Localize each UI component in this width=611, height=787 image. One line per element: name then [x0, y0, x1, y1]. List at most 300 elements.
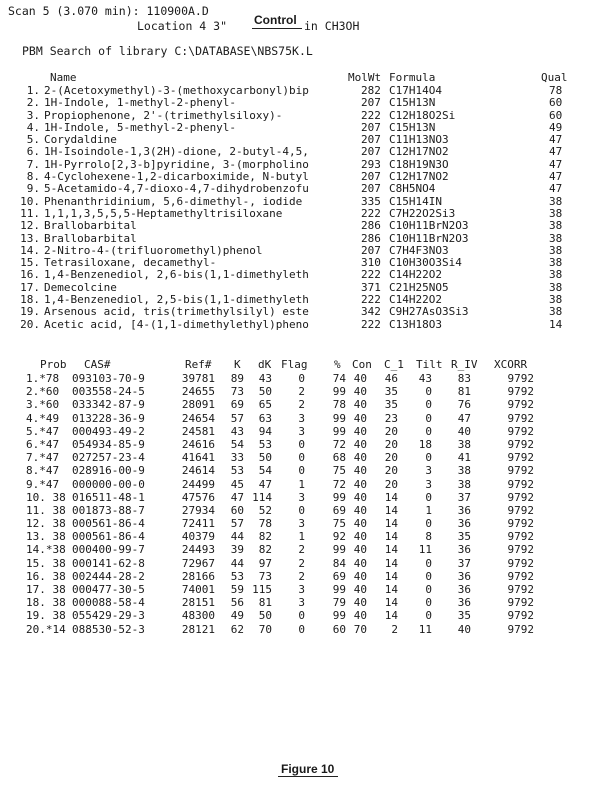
hit-row-tilt: 0 — [425, 385, 432, 399]
library-row-formula: C10H30O3Si4 — [389, 256, 462, 270]
library-row-molwt: 207 — [361, 243, 381, 257]
hit-row-cas: 088530-52-3 — [72, 622, 145, 636]
library-row-formula: C15H14IN — [389, 194, 442, 208]
hit-row-k: 57 — [230, 517, 244, 531]
hit-row-k: 33 — [230, 451, 244, 465]
hit-row-riv: 38 — [457, 437, 471, 451]
hit-row-tilt: 0 — [425, 451, 432, 465]
library-row-molwt: 371 — [361, 280, 381, 294]
hit-row-prob: 10. 38 — [26, 490, 66, 504]
hit-row-con: 40 — [353, 464, 367, 478]
hit-row-prob: 3.*60 — [26, 398, 60, 412]
hit-row-pct: 99 — [332, 490, 346, 504]
hit-row-cas: 093103-70-9 — [72, 372, 145, 385]
library-row-name: 2-(Acetoxymethyl)-3-(methoxycarbonyl)bip — [44, 84, 309, 97]
hit-row-k: 44 — [230, 530, 244, 544]
library-row — [0, 84, 611, 96]
library-row-qual: 38 — [549, 280, 563, 294]
hit-row-cas: 001873-88-7 — [72, 503, 145, 517]
hit-row — [0, 451, 611, 464]
hit-row-c1: 20 — [384, 451, 398, 465]
hit-row-cas: 002444-28-2 — [72, 569, 145, 583]
library-row-number: 18. — [20, 293, 40, 307]
hits-detail-table — [0, 372, 611, 636]
hit-row-c1: 14 — [384, 556, 398, 570]
hit-row-tilt: 0 — [425, 609, 432, 623]
hit-row-k: 53 — [230, 464, 244, 478]
hit-row-prob: 14.*38 — [26, 543, 66, 557]
hit-row-prob: 8.*47 — [26, 464, 60, 478]
hit-row-pct: 78 — [332, 398, 346, 412]
hit-row — [0, 557, 611, 570]
hit-row-riv: 36 — [457, 517, 471, 531]
hit-row-tilt: 11 — [418, 622, 432, 636]
hit-row-pct: 75 — [332, 517, 346, 531]
hit-row — [0, 412, 611, 425]
hit-row-xcorr: 9792 — [507, 451, 534, 465]
hit-row-k: 60 — [230, 503, 244, 517]
hit-row-cas: 013228-36-9 — [72, 411, 145, 425]
hit-row-riv: 35 — [457, 530, 471, 544]
library-row-formula: C18H19N3O — [389, 157, 449, 171]
hit-row-ref: 24493 — [181, 543, 215, 557]
hit-row-xcorr: 9792 — [507, 622, 534, 636]
hit-row-xcorr: 9792 — [507, 490, 534, 504]
hit-row-tilt: 0 — [425, 569, 432, 583]
library-row-molwt: 207 — [361, 133, 381, 147]
hit-row-prob: 2.*60 — [26, 385, 60, 399]
hit-row-pct: 72 — [332, 437, 346, 451]
hit-row-dk: 54 — [258, 464, 272, 478]
library-row-formula: C12H17NO2 — [389, 170, 449, 184]
hit-row-ref: 39781 — [181, 372, 215, 385]
hit-row-cas: 000000-00-0 — [72, 477, 145, 491]
hit-row-xcorr: 9792 — [507, 569, 534, 583]
hit-row-ref: 41641 — [181, 451, 215, 465]
hit-row — [0, 583, 611, 596]
library-row-name: 1H-Isoindole-1,3(2H)-dione, 2-butyl-4,5, — [44, 145, 309, 159]
hit-row-flag: 3 — [298, 583, 305, 596]
hit-row-k: 44 — [230, 556, 244, 570]
library-row-qual: 38 — [549, 243, 563, 257]
library-row-qual: 49 — [549, 120, 563, 134]
library-row-molwt: 286 — [361, 219, 381, 233]
hits-header-dk: dK — [258, 358, 272, 371]
library-header-name: Name — [50, 71, 77, 84]
library-row-molwt: 207 — [361, 96, 381, 110]
library-row — [0, 268, 611, 280]
hit-row-con: 40 — [353, 583, 367, 596]
control-label: Control — [254, 13, 297, 27]
hit-row-dk: 43 — [258, 372, 272, 385]
hit-row-dk: 63 — [258, 411, 272, 425]
library-row-qual: 38 — [549, 231, 563, 245]
hit-row-tilt: 0 — [425, 517, 432, 531]
library-row-name: Propiophenone, 2'-(trimethylsiloxy)- — [44, 108, 283, 122]
library-row-molwt: 222 — [361, 206, 381, 220]
hits-header-flag: Flag — [281, 358, 308, 371]
hit-row-tilt: 18 — [418, 437, 432, 451]
hit-row-flag: 2 — [298, 398, 305, 412]
hit-row-k: 73 — [230, 385, 244, 399]
hit-row-ref: 72411 — [181, 517, 215, 531]
hit-row-dk: 81 — [258, 596, 272, 610]
hit-row-xcorr: 9792 — [507, 372, 534, 385]
library-row-number: 14. — [20, 243, 40, 257]
hit-row-con: 40 — [353, 398, 367, 412]
hit-row-xcorr: 9792 — [507, 609, 534, 623]
hit-row — [0, 425, 611, 438]
hit-row-pct: 74 — [332, 372, 346, 385]
library-row-name: 4-Cyclohexene-1,2-dicarboximide, N-butyl — [44, 170, 309, 184]
hit-row — [0, 372, 611, 385]
hit-row-pct: 69 — [332, 503, 346, 517]
hit-row-tilt: 1 — [425, 503, 432, 517]
library-row-molwt: 207 — [361, 170, 381, 184]
library-row-qual: 47 — [549, 145, 563, 159]
hit-row-cas: 000561-86-4 — [72, 517, 145, 531]
library-row-qual: 38 — [549, 305, 563, 319]
hit-row-flag: 0 — [298, 503, 305, 517]
library-row-qual: 47 — [549, 170, 563, 184]
hit-row-con: 40 — [353, 490, 367, 504]
hits-header-pct: % — [334, 358, 341, 371]
hit-row-k: 45 — [230, 477, 244, 491]
library-row-name: 2-Nitro-4-(trifluoromethyl)phenol — [44, 243, 263, 257]
hit-row-pct: 84 — [332, 556, 346, 570]
hit-row-xcorr: 9792 — [507, 411, 534, 425]
library-row-formula: C15H13N — [389, 96, 436, 110]
hit-row-ref: 24655 — [181, 385, 215, 399]
hit-row-con: 40 — [353, 424, 367, 438]
library-header-qual: Qual — [541, 71, 568, 84]
hit-row-prob: 9.*47 — [26, 477, 60, 491]
library-row-qual: 38 — [549, 268, 563, 282]
hits-header-con: Con — [352, 358, 372, 371]
hit-row-flag: 0 — [298, 609, 305, 623]
hit-row-ref: 28091 — [181, 398, 215, 412]
library-row-number: 16. — [20, 268, 40, 282]
hit-row-dk: 115 — [252, 583, 272, 596]
library-row — [0, 232, 611, 244]
hit-row-pct: 99 — [332, 609, 346, 623]
library-row-number: 5. — [26, 133, 40, 147]
hit-row-con: 40 — [353, 477, 367, 491]
hits-header-prob: Prob — [40, 358, 67, 371]
hit-row-prob: 1.*78 — [26, 372, 60, 385]
hit-row — [0, 623, 611, 636]
library-row — [0, 158, 611, 170]
library-row-formula: C10H11BrN2O3 — [389, 219, 469, 233]
hit-row-riv: 36 — [457, 596, 471, 610]
hits-header-k: K — [234, 358, 241, 371]
library-row-name: Corydaldine — [44, 133, 117, 147]
hit-row-k: 53 — [230, 569, 244, 583]
hit-row-prob: 15. 38 — [26, 556, 66, 570]
hit-row-k: 39 — [230, 543, 244, 557]
hit-row-dk: 50 — [258, 451, 272, 465]
library-row-name: 1,4-Benzenediol, 2,6-bis(1,1-dimethyleth — [44, 268, 309, 282]
library-row-formula: C10H11BrN2O3 — [389, 231, 469, 245]
library-row-molwt: 286 — [361, 231, 381, 245]
hit-row-cas: 055429-29-3 — [72, 609, 145, 623]
hit-row-c1: 14 — [384, 503, 398, 517]
hit-row-c1: 20 — [384, 437, 398, 451]
hit-row-cas: 054934-85-9 — [72, 437, 145, 451]
library-row-qual: 47 — [549, 157, 563, 171]
hit-row-ref: 24499 — [181, 477, 215, 491]
library-row-molwt: 293 — [361, 157, 381, 171]
hit-row-flag: 2 — [298, 569, 305, 583]
library-row-number: 7. — [26, 157, 40, 171]
hit-row-xcorr: 9792 — [507, 556, 534, 570]
hit-row-c1: 20 — [384, 464, 398, 478]
hit-row-con: 40 — [353, 543, 367, 557]
library-row-name: Arsenous acid, tris(trimethylsilyl) este — [44, 305, 309, 319]
library-row-formula: C11H13NO3 — [389, 133, 449, 147]
hit-row-con: 40 — [353, 372, 367, 385]
hit-row-ref: 28121 — [181, 622, 215, 636]
hit-row-dk: 94 — [258, 424, 272, 438]
control-underline — [252, 28, 302, 29]
hit-row-riv: 40 — [457, 424, 471, 438]
hit-row-dk: 82 — [258, 530, 272, 544]
library-row-formula: C12H18O2Si — [389, 108, 456, 122]
library-row-qual: 60 — [549, 96, 563, 110]
library-row-name: Brallobarbital — [44, 219, 137, 233]
hit-row-k: 59 — [230, 583, 244, 596]
library-row-number: 15. — [20, 256, 40, 270]
library-row-qual: 14 — [549, 317, 563, 331]
library-row-molwt: 342 — [361, 305, 381, 319]
hit-row-riv: 41 — [457, 451, 471, 465]
hit-row-c1: 20 — [384, 477, 398, 491]
hits-header-riv: R_IV — [451, 358, 478, 371]
library-row-formula: C12H17NO2 — [389, 145, 449, 159]
hit-row-k: 47 — [230, 490, 244, 504]
hit-row-riv: 38 — [457, 477, 471, 491]
figure-label: Figure 10 — [281, 762, 335, 776]
hit-row-xcorr: 9792 — [507, 530, 534, 544]
library-row-name: 1H-Pyrrolo[2,3-b]pyridine, 3-(morpholino — [44, 157, 309, 171]
hit-row-flag: 0 — [298, 451, 305, 465]
hit-row-pct: 69 — [332, 569, 346, 583]
hits-header-xcorr: XCORR — [494, 358, 528, 371]
library-row — [0, 207, 611, 219]
hit-row-prob: 4.*49 — [26, 411, 60, 425]
hit-row-con: 40 — [353, 556, 367, 570]
library-row-formula: C15H13N — [389, 120, 436, 134]
hit-row-flag: 0 — [298, 372, 305, 385]
library-row — [0, 281, 611, 293]
hit-row-riv: 76 — [457, 398, 471, 412]
hit-row-prob: 19. 38 — [26, 609, 66, 623]
library-row-name: Acetic acid, [4-(1,1-dimethylethyl)pheno — [44, 317, 309, 331]
hit-row-prob: 13. 38 — [26, 530, 66, 544]
hit-row — [0, 398, 611, 411]
hit-row-flag: 0 — [298, 622, 305, 636]
hit-row-prob: 11. 38 — [26, 503, 66, 517]
hit-row-flag: 1 — [298, 530, 305, 544]
hit-row-flag: 0 — [298, 464, 305, 478]
hit-row-pct: 92 — [332, 530, 346, 544]
library-row — [0, 244, 611, 256]
hit-row — [0, 609, 611, 622]
hit-row-tilt: 43 — [418, 372, 432, 385]
library-match-table — [0, 84, 611, 330]
hit-row-k: 49 — [230, 609, 244, 623]
hit-row-ref: 72967 — [181, 556, 215, 570]
hit-row-riv: 35 — [457, 609, 471, 623]
hit-row-c1: 14 — [384, 530, 398, 544]
hit-row-k: 62 — [230, 622, 244, 636]
hit-row-cas: 000477-30-5 — [72, 583, 145, 596]
hit-row — [0, 491, 611, 504]
hit-row-cas: 028916-00-9 — [72, 464, 145, 478]
hit-row-prob: 16. 38 — [26, 569, 66, 583]
library-row-qual: 38 — [549, 293, 563, 307]
hit-row-cas: 000400-99-7 — [72, 543, 145, 557]
hit-row-pct: 79 — [332, 596, 346, 610]
hit-row-dk: 70 — [258, 622, 272, 636]
library-row-number: 19. — [20, 305, 40, 319]
hit-row-c1: 14 — [384, 569, 398, 583]
library-row-molwt: 310 — [361, 256, 381, 270]
hit-row-flag: 3 — [298, 490, 305, 504]
library-row — [0, 145, 611, 157]
hit-row-pct: 99 — [332, 385, 346, 399]
hit-row-con: 40 — [353, 530, 367, 544]
hit-row-flag: 3 — [298, 596, 305, 610]
hit-row-prob: 20.*14 — [26, 622, 66, 636]
hit-row-dk: 47 — [258, 477, 272, 491]
library-row-formula: C7H22O2Si3 — [389, 206, 456, 220]
hit-row-prob: 17. 38 — [26, 583, 66, 596]
hit-row-riv: 36 — [457, 583, 471, 596]
hit-row-flag: 3 — [298, 411, 305, 425]
hit-row — [0, 543, 611, 556]
hit-row-dk: 65 — [258, 398, 272, 412]
library-row-number: 10. — [20, 194, 40, 208]
hit-row-prob: 12. 38 — [26, 517, 66, 531]
hit-row-con: 40 — [353, 451, 367, 465]
hit-row-xcorr: 9792 — [507, 385, 534, 399]
library-row-number: 17. — [20, 280, 40, 294]
hit-row-tilt: 11 — [418, 543, 432, 557]
hit-row-riv: 37 — [457, 556, 471, 570]
library-row-qual: 38 — [549, 206, 563, 220]
library-row-qual: 60 — [549, 108, 563, 122]
library-row-formula: C9H27AsO3Si3 — [389, 305, 469, 319]
hit-row-prob: 5.*47 — [26, 424, 60, 438]
hit-row-flag: 2 — [298, 385, 305, 399]
hits-header-tilt: Tilt — [416, 358, 443, 371]
hits-header-cas: CAS# — [84, 358, 111, 371]
hit-row-dk: 73 — [258, 569, 272, 583]
hit-row-xcorr: 9792 — [507, 437, 534, 451]
library-row — [0, 182, 611, 194]
hit-row-cas: 000141-62-8 — [72, 556, 145, 570]
library-row — [0, 109, 611, 121]
library-row — [0, 318, 611, 330]
library-header-formula: Formula — [389, 71, 436, 84]
hit-row-cas: 003558-24-5 — [72, 385, 145, 399]
library-row-molwt: 222 — [361, 268, 381, 282]
hit-row-ref: 28166 — [181, 569, 215, 583]
library-row-molwt: 207 — [361, 120, 381, 134]
library-row-molwt: 282 — [361, 84, 381, 97]
hit-row-pct: 99 — [332, 543, 346, 557]
library-row — [0, 96, 611, 108]
hit-row-flag: 3 — [298, 517, 305, 531]
library-row-name: 1,4-Benzenediol, 2,5-bis(1,1-dimethyleth — [44, 293, 309, 307]
library-row-number: 11. — [20, 206, 40, 220]
library-row — [0, 305, 611, 317]
hit-row-con: 40 — [353, 609, 367, 623]
hit-row-con: 40 — [353, 596, 367, 610]
hit-row-riv: 40 — [457, 622, 471, 636]
scan-line: Scan 5 (3.070 min): 110900A.D — [8, 4, 209, 18]
hit-row-con: 40 — [353, 385, 367, 399]
hit-row-c1: 2 — [391, 622, 398, 636]
hit-row-riv: 37 — [457, 490, 471, 504]
library-row — [0, 219, 611, 231]
hit-row-ref: 24616 — [181, 437, 215, 451]
hit-row-tilt: 0 — [425, 398, 432, 412]
library-search-line: PBM Search of library C:\DATABASE\NBS75K.L — [22, 44, 313, 58]
hit-row — [0, 530, 611, 543]
hit-row-pct: 68 — [332, 451, 346, 465]
hit-row-c1: 35 — [384, 385, 398, 399]
hit-row-xcorr: 9792 — [507, 543, 534, 557]
library-row-molwt: 335 — [361, 194, 381, 208]
hit-row-c1: 23 — [384, 411, 398, 425]
library-row-formula: C17H14O4 — [389, 84, 442, 97]
library-row-molwt: 207 — [361, 182, 381, 196]
hit-row-cas: 033342-87-9 — [72, 398, 145, 412]
hit-row-xcorr: 9792 — [507, 517, 534, 531]
library-row-name: 1,1,1,3,5,5,5-Heptamethyltrisiloxane — [44, 206, 283, 220]
hit-row-flag: 2 — [298, 543, 305, 557]
hit-row-con: 40 — [353, 517, 367, 531]
library-row-qual: 38 — [549, 256, 563, 270]
library-row-number: 4. — [26, 120, 40, 134]
hit-row-dk: 50 — [258, 609, 272, 623]
library-row-formula: C8H5NO4 — [389, 182, 436, 196]
library-row-name: Demecolcine — [44, 280, 117, 294]
library-row — [0, 256, 611, 268]
hit-row-xcorr: 9792 — [507, 464, 534, 478]
hit-row-tilt: 0 — [425, 556, 432, 570]
library-header-molwt: MolWt — [348, 71, 382, 84]
hit-row-tilt: 0 — [425, 583, 432, 596]
location-line: Location 4 3" — [137, 19, 228, 33]
hit-row — [0, 517, 611, 530]
hit-row-flag: 2 — [298, 556, 305, 570]
hit-row-cas: 027257-23-4 — [72, 451, 145, 465]
hit-row-c1: 14 — [384, 596, 398, 610]
library-row — [0, 293, 611, 305]
hit-row-pct: 60 — [332, 622, 346, 636]
library-row-name: 5-Acetamido-4,7-dioxo-4,7-dihydrobenzofu — [44, 182, 309, 196]
hit-row-xcorr: 9792 — [507, 583, 534, 596]
hit-row-flag: 0 — [298, 437, 305, 451]
library-row-qual: 38 — [549, 219, 563, 233]
hit-row-dk: 50 — [258, 385, 272, 399]
hit-row-dk: 82 — [258, 543, 272, 557]
hit-row-k: 89 — [230, 372, 244, 385]
library-row — [0, 133, 611, 145]
